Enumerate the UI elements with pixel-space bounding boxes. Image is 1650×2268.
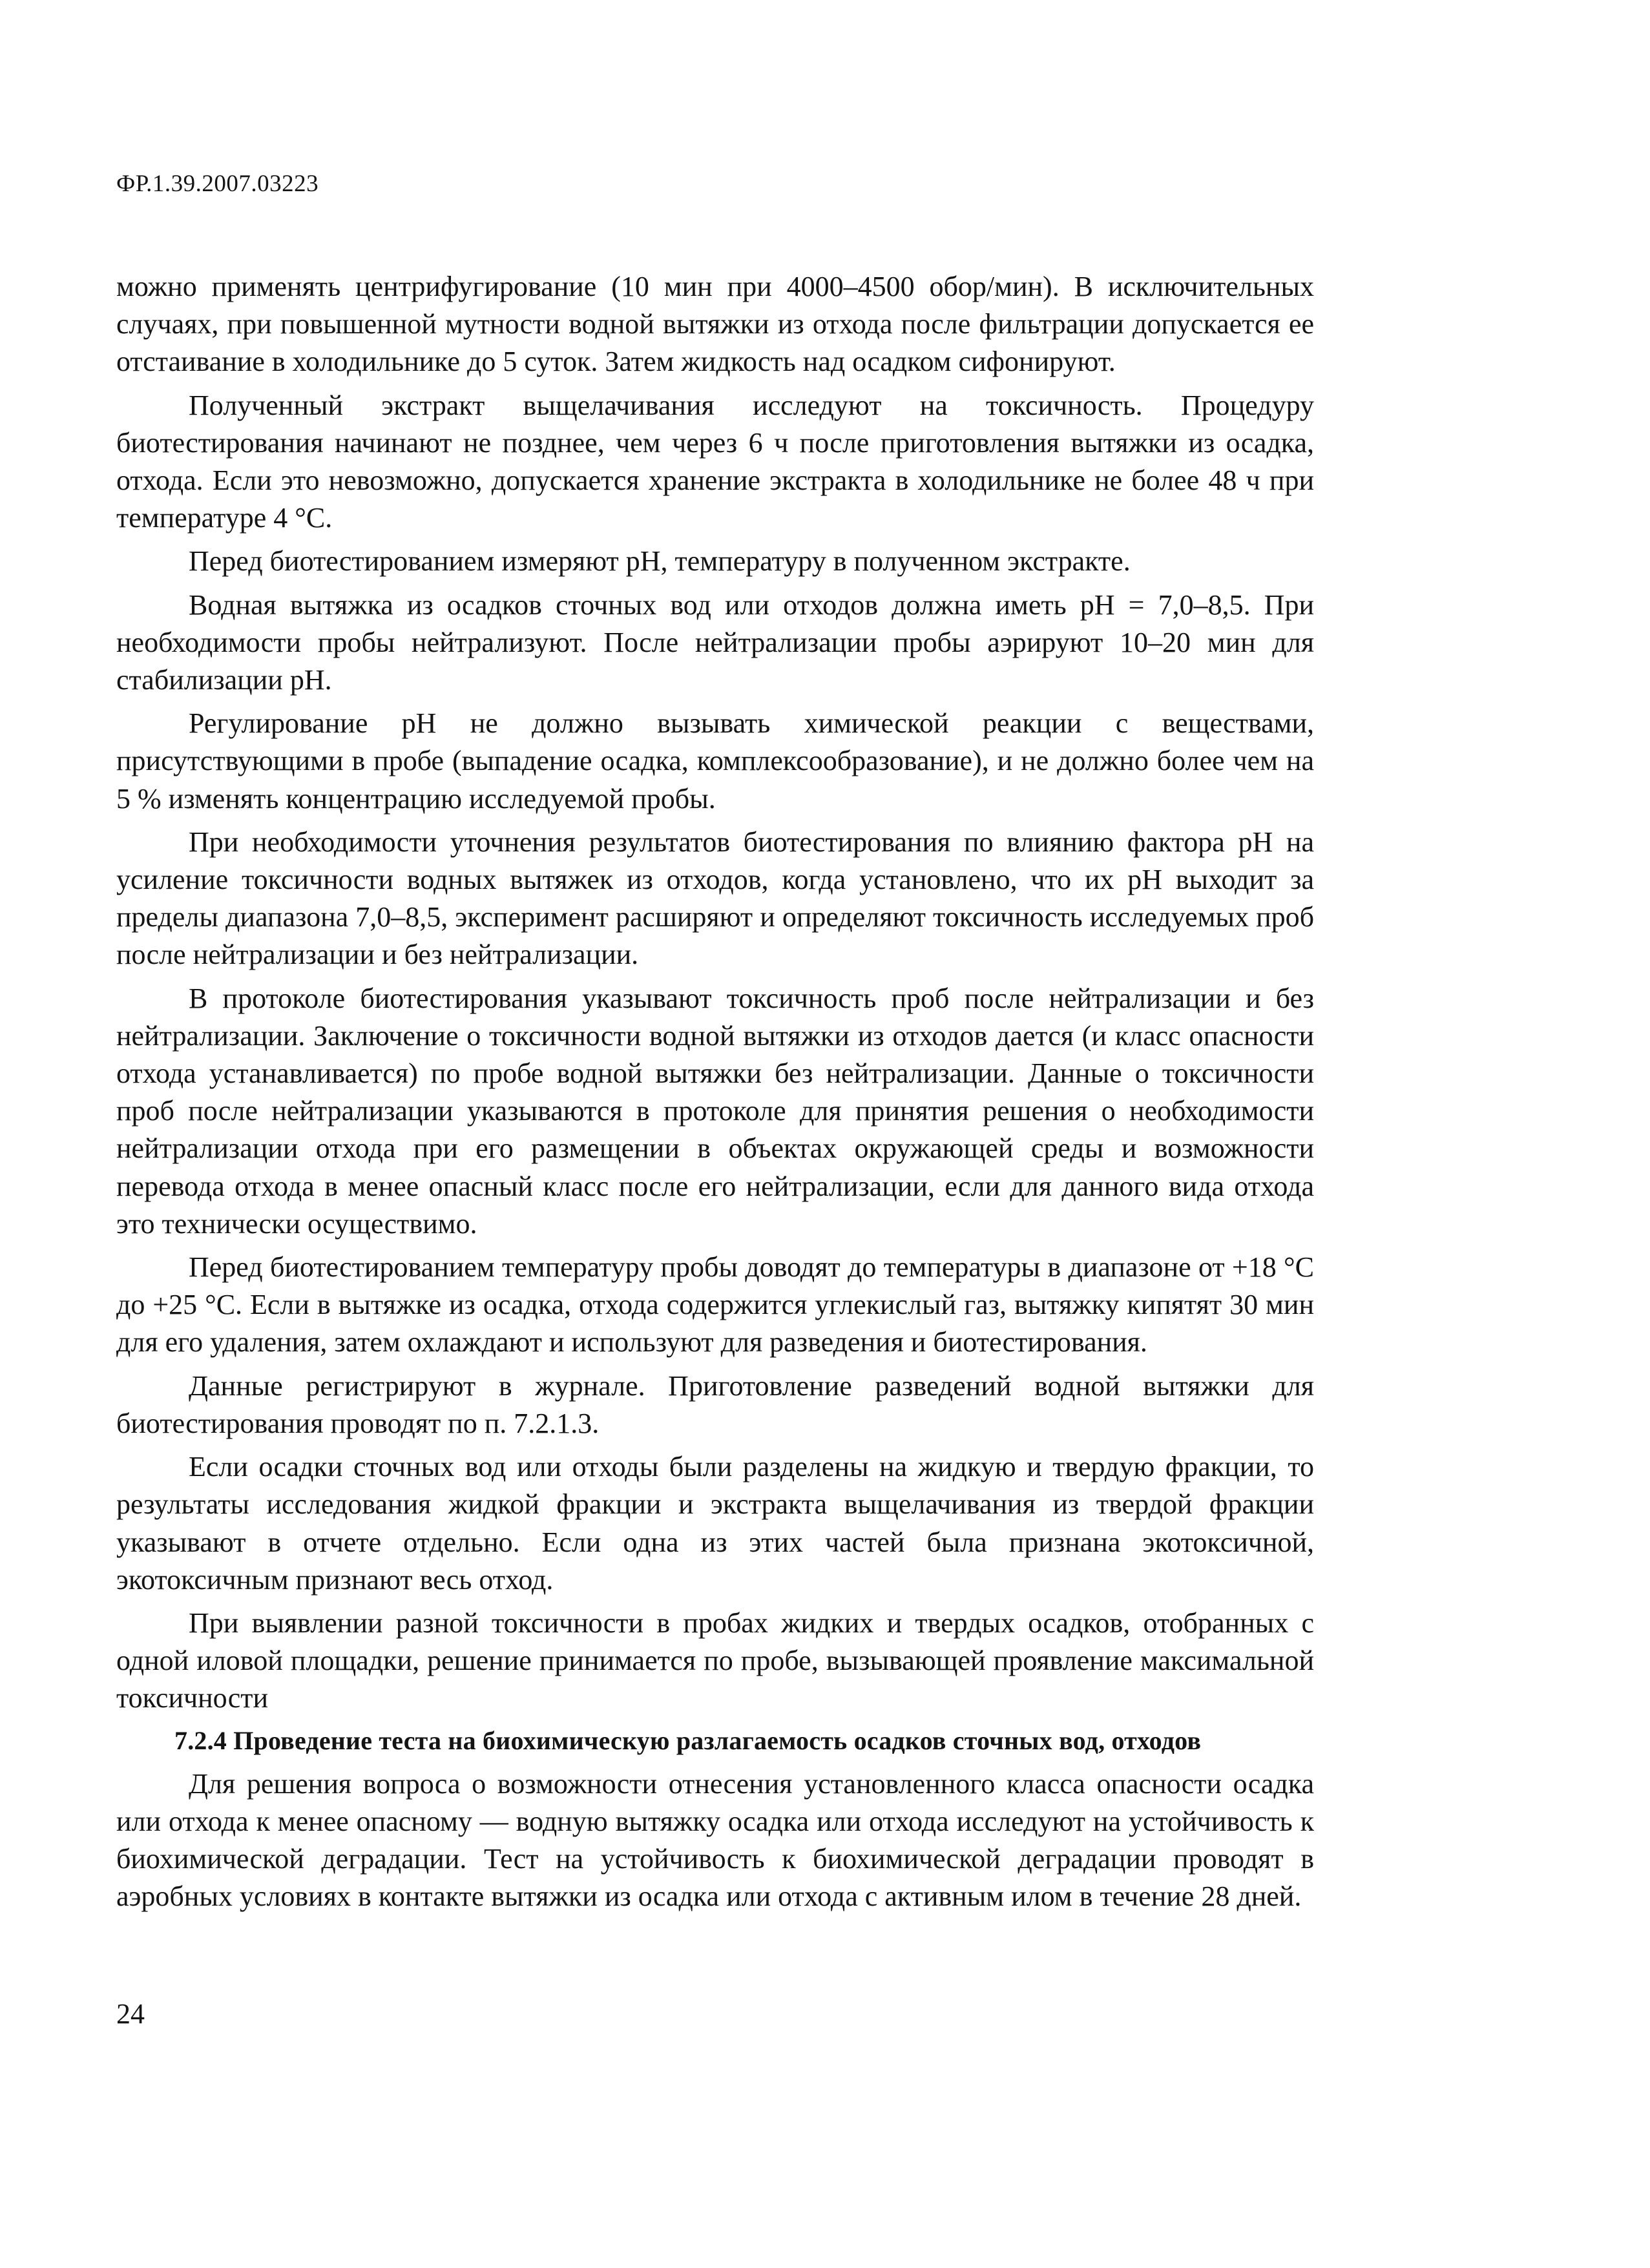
document-body (116, 268, 1314, 1921)
page-number: 24 (116, 1998, 145, 2030)
paragraph-ph-measurement: Перед биотестированием измеряют pH, температуру в полученном экстракте. (189, 545, 1131, 577)
paragraph-ph-clarification: При необходимости уточнения результатов биотестирования по влиянию фактора pH на усиление токсичности водных вытяжек из отходов, когда установлено, что их pH выходит за пределы диапазона 7,0–8,5, эксперимент расширяют и определяют токсичность исследуемых проб после нейтрализации и без нейтрализации. (116, 826, 1314, 971)
paragraph-registration: Данные регистрируют в журнале. Приготовление разведений водной вытяжки для биотестирования проводят по п. 7.2.1.3. (116, 1369, 1314, 1439)
paragraph-continuation: можно применять центрифугирование (10 мин при 4000–4500 обор/мин). В исключительных случаях, при повышенной мутности водной вытяжки из отхода после фильтрации допускается ее отстаивание в холодильнике до 5 суток. Затем жидкость над осадком сифонируют. (116, 271, 1314, 378)
paragraph-ph-regulation: Регулирование pH не должно вызывать химической реакции с веществами, присутствующими в пробе (выпадение осадка, комплексообразование), и не должно более чем на 5 % изменять концентрацию исследуемой пробы. (116, 707, 1314, 815)
paragraph-temperature: Перед биотестированием температуру пробы доводят до температуры в диапазоне от +18 °С до +25 °С. Если в вытяжке из осадка, отхода содержится углекислый газ, вытяжку кипятят 30 мин для его удаления, затем охлаждают и используют для разведения и биотестирования. (116, 1251, 1314, 1358)
paragraph-max-toxicity: При выявлении разной токсичности в пробах жидких и твердых осадков, отобранных с одной иловой площадки, решение принимается по пробе, вызывающей проявление максимальной токсичности (116, 1607, 1314, 1714)
paragraph-protocol: В протоколе биотестирования указывают токсичность проб после нейтрализации и без нейтрализации. Заключение о токсичности водной вытяжки из отходов дается (и класс опасности отхода устанавливается) по пробе водной вытяжки без нейтрализации. Данные о токсичности проб после нейтрализации указываются в протоколе для принятия решения о необходимости нейтрализации отхода при его размещении в объектах окружающей среды и возможности перевода отхода в менее опасный класс после его нейтрализации, если для данного вида отхода это технически осуществимо. (116, 982, 1314, 1240)
document-code: ФР.1.39.2007.03223 (116, 171, 319, 197)
section-heading: 7.2.4 Проведение теста на биохимическую разлагаемость осадков сточных вод, отходов (174, 1725, 1202, 1755)
paragraph-fractions: Если осадки сточных вод или отходы были разделены на жидкую и твердую фракции, то результаты исследования жидкой фракции и экстракта выщелачивания из твердой фракции указывают в отчете отдельно. Если одна из этих частей была признана экотоксичной, экотоксичным признают весь отход. (116, 1451, 1314, 1596)
paragraph-extract-toxicity: Полученный экстракт выщелачивания исследуют на токсичность. Процедуру биотестирования начинают не позднее, чем через 6 ч после приготовления вытяжки из осадка, отхода. Если это невозможно, допускается хранение экстракта в холодильнике не более 48 ч при температуре 4 °С. (116, 389, 1314, 534)
paragraph-ph-range: Водная вытяжка из осадков сточных вод или отходов должна иметь pH = 7,0–8,5. При необходимости пробы нейтрализуют. После нейтрализации пробы аэрируют 10–20 мин для стабилизации pH. (116, 588, 1314, 696)
paragraph-biodegradation: Для решения вопроса о возможности отнесения установленного класса опасности осадка или отхода к менее опасному — водную вытяжку осадка или отхода исследуют на устойчивость к биохимической деградации. Тест на устойчивость к биохимической деградации проводят в аэробных условиях в контакте вытяжки из осадка или отхода с активным илом в течение 28 дней. (116, 1767, 1314, 1913)
